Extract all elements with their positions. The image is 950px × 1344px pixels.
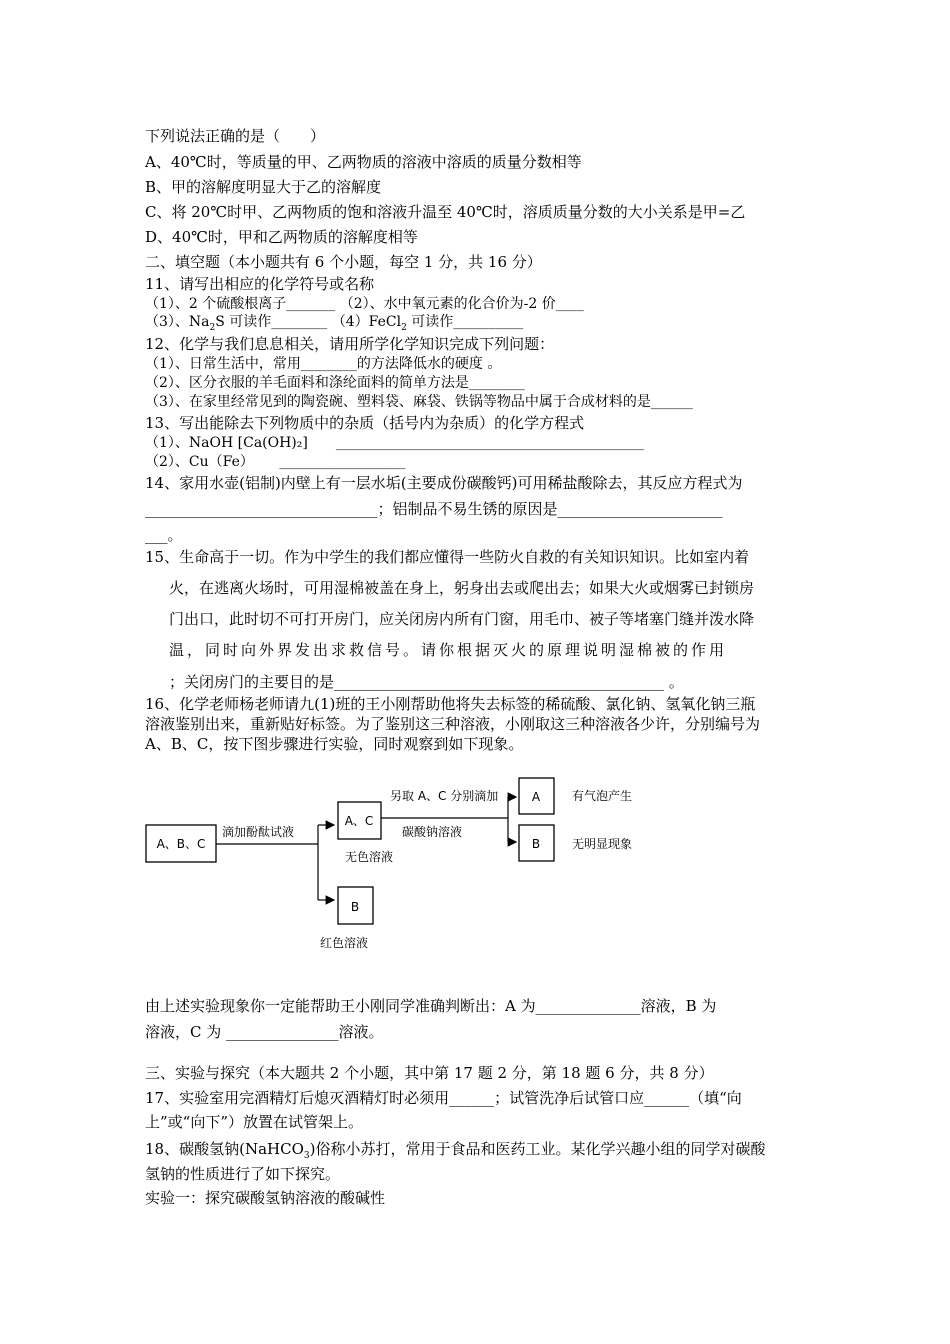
b-result-box-label: B: [531, 837, 541, 851]
step2-top-label: 另取 A、C 分别滴加: [390, 789, 499, 803]
q12-line1: （1）、日常生活中，常用________的方法降低水的硬度 。: [145, 356, 502, 372]
q15-line2: 火，在逃离火场时，可用湿棉被盖在身上，躬身出去或爬出去；如果大火或烟雾已封锁房: [169, 579, 755, 597]
q15-line3: 门出口，此时切不可打开房门，应关闭房内所有门窗，用毛巾、被子等堵塞门缝并泼水降: [169, 610, 755, 628]
q12-title: 12、化学与我们息息相关，请用所学化学知识完成下列问题：: [145, 335, 555, 353]
experiment-1-heading: 实验一：探究碳酸氢钠溶液的酸碱性: [145, 1189, 386, 1207]
q16-answer-line1: 由上述实验现象你一定能帮助王小刚同学准确判断出：A 为______________溶液，B 为: [145, 997, 717, 1015]
q13-title: 13、写出能除去下列物质中的杂质（括号内为杂质）的化学方程式: [145, 414, 585, 432]
option-b: B、甲的溶解度明显大于乙的溶解度: [145, 178, 382, 196]
q12-line2: （2）、区分衣服的羊毛面料和涤纶面料的简单方法是________: [145, 375, 525, 391]
a-result-box-label: A: [531, 790, 541, 804]
option-a: A、40℃时，等质量的甲、乙两物质的溶液中溶质的质量分数相等: [145, 153, 582, 171]
step2-bottom-label: 碳酸钠溶液: [402, 825, 463, 839]
q14-line1: 14、家用水壶(铝制)内壁上有一层水垢(主要成份碳酸钙)可用稀盐酸除去，其反应方程式为: [145, 474, 743, 492]
q14-line3: ___。: [145, 526, 183, 544]
start-label: A、B、C: [156, 837, 206, 851]
q15-line4: 温，同时向外界发出求救信号。请你根据灭火的原理说明湿棉被的作用: [169, 641, 728, 659]
step1-label: 滴加酚酞试液: [222, 825, 295, 839]
question-stem: 下列说法正确的是（ ）: [145, 127, 326, 145]
q16-line2: 溶液鉴别出来，重新贴好标签。为了鉴别这三种溶液，小刚取这三种溶液各少许，分别编号为: [145, 715, 761, 733]
q11-line1: （1）、2 个硫酸根离子_______ （2）、水中氧元素的化合价为-2 价____: [145, 296, 584, 312]
q11-line2: （3）、$Na_2S$ 可读作________ （4）FeCl$_2$ 可读作__________: [145, 314, 524, 333]
q13-line1: （1）、NaOH [Ca(OH)₂] ____________________________________________: [145, 435, 644, 451]
b-result-label: 无明显现象: [572, 837, 633, 851]
b-note: 红色溶液: [320, 936, 369, 950]
q14-line2: _______________________________；铝制品不易生锈的原因是______________________: [145, 500, 723, 518]
ac-note: 无色溶液: [345, 850, 394, 864]
q13-line2: （2）、Cu（Fe） __________________: [145, 454, 406, 470]
q16-line1: 16、化学老师杨老师请九(1)班的王小刚帮助他将失去标签的稀硫酸、氯化钠、氢氧化钠三瓶: [145, 695, 756, 713]
q18-line2: 氢钠的性质进行了如下探究。: [145, 1165, 341, 1183]
ac-box-label: A、C: [344, 814, 374, 828]
q18-line1: 18、碳酸氢钠(NaHCO$_3$)俗称小苏打，常用于食品和医药工业。某化学兴趣小组的同学对碳酸: [145, 1140, 766, 1161]
section-2-heading: 二、填空题（本小题共有 6 个小题，每空 1 分，共 16 分）: [145, 253, 542, 271]
q16-answer-line2: 溶液，C 为 _______________溶液。: [145, 1023, 384, 1041]
q17-line2: 上”或“向下”）放置在试管架上。: [145, 1113, 364, 1131]
a-result-label: 有气泡产生: [572, 789, 633, 803]
q12-line3: （3）、在家里经常见到的陶瓷碗、塑料袋、麻袋、铁锅等物品中属于合成材料的是______: [145, 394, 693, 410]
option-d: D、40℃时，甲和乙两物质的溶解度相等: [145, 228, 418, 246]
experiment-flow-diagram: [140, 770, 660, 960]
q11-title: 11、请写出相应的化学符号或名称: [145, 275, 375, 293]
q17-line1: 17、实验室用完酒精灯后熄灭酒精灯时必须用______；试管洗净后试管口应______（填“向: [145, 1089, 742, 1107]
section-3-heading: 三、实验与探究（本大题共 2 个小题，其中第 17 题 2 分，第 18 题 6 分，共 8 分）: [145, 1064, 714, 1082]
q15-line1: 15、生命高于一切。作为中学生的我们都应懂得一些防火自救的有关知识知识。比如室内着: [145, 548, 750, 566]
b-box-label: B: [350, 900, 360, 914]
q16-line3: A、B、C，按下图步骤进行实验，同时观察到如下现象。: [145, 735, 524, 753]
q15-line5: ；关闭房门的主要目的是____________________________________________ 。: [169, 673, 684, 691]
option-c: C、将 20℃时甲、乙两物质的饱和溶液升温至 40℃时，溶质质量分数的大小关系是甲=乙: [145, 203, 746, 221]
